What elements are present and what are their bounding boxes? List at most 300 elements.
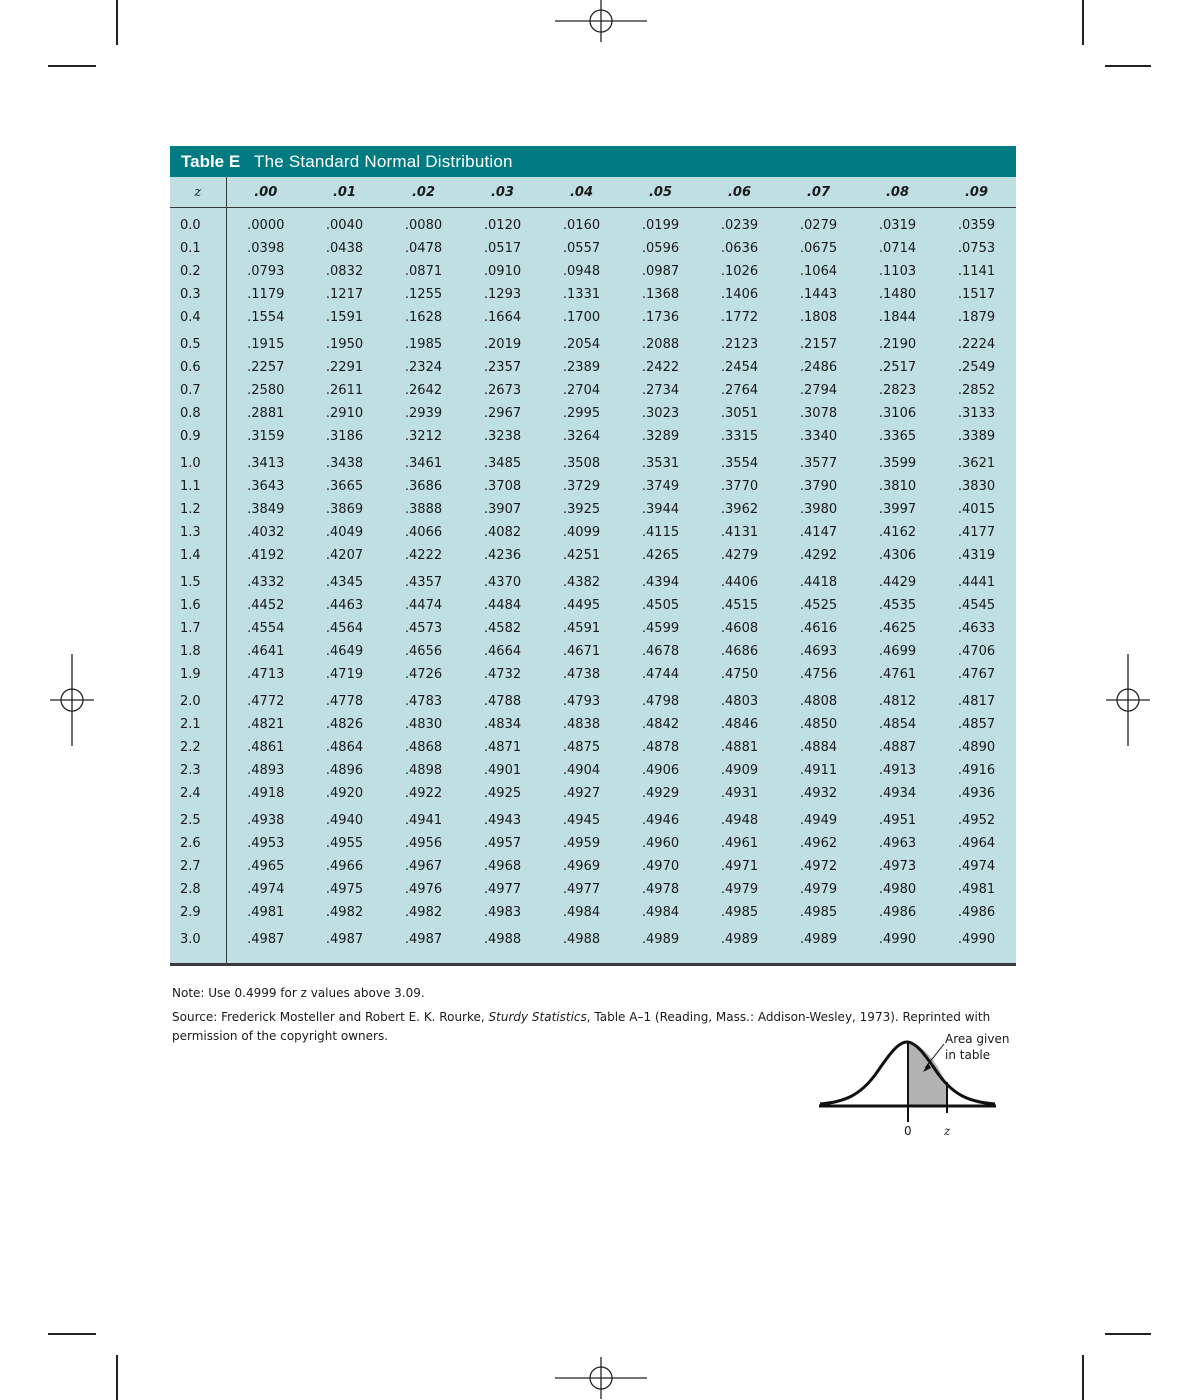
probability-cell: .4744 — [641, 667, 680, 682]
probability-cell: .1141 — [957, 264, 996, 279]
z-header: z — [170, 177, 226, 208]
crop-mark — [116, 1355, 118, 1400]
probability-cell: .4082 — [483, 525, 522, 540]
probability-cell: .4357 — [404, 575, 443, 590]
probability-cell: .4099 — [562, 525, 601, 540]
probability-cell: .4582 — [483, 621, 522, 636]
header-row — [170, 177, 1016, 208]
probability-cell: .2764 — [720, 383, 759, 398]
probability-cell: .4678 — [641, 644, 680, 659]
z-value-cell: 0.8 — [170, 402, 226, 425]
probability-cell: .4525 — [799, 598, 838, 613]
probability-cell: .4925 — [483, 786, 522, 801]
probability-cell: .1255 — [404, 287, 443, 302]
probability-cell: .4625 — [878, 621, 917, 636]
probability-cell: .4955 — [325, 836, 364, 851]
probability-cell: .4940 — [325, 813, 364, 828]
probability-cell: .4306 — [878, 548, 917, 563]
probability-cell: .4573 — [404, 621, 443, 636]
column-header: .08 — [858, 177, 937, 208]
z-value-cell: 1.5 — [170, 567, 226, 594]
probability-cell: .4854 — [878, 717, 917, 732]
z-value-cell: 2.7 — [170, 855, 226, 878]
probability-cell: .3340 — [799, 429, 838, 444]
probability-cell: .4984 — [641, 905, 680, 920]
probability-cell: .3643 — [247, 479, 285, 494]
probability-cell: .4948 — [720, 813, 759, 828]
registration-mark-icon — [555, 0, 647, 42]
probability-cell: .0120 — [483, 218, 522, 233]
z-value-cell: 2.3 — [170, 759, 226, 782]
probability-cell: .4987 — [325, 932, 364, 947]
table-row — [170, 617, 1016, 640]
probability-cell: .4192 — [247, 548, 285, 563]
probability-cell: .4945 — [562, 813, 601, 828]
probability-cell: .3599 — [878, 456, 917, 471]
probability-cell: .3485 — [483, 456, 522, 471]
probability-cell: .3665 — [325, 479, 364, 494]
probability-cell: .4706 — [957, 644, 996, 659]
probability-cell: .0279 — [799, 218, 838, 233]
probability-cell: .4967 — [404, 859, 443, 874]
probability-cell: .2257 — [247, 360, 285, 375]
probability-cell: .4964 — [957, 836, 996, 851]
area-label-line1: Area given — [945, 1032, 1010, 1046]
z-value-cell: 2.8 — [170, 878, 226, 901]
probability-cell: .0793 — [247, 264, 285, 279]
probability-cell: .0987 — [641, 264, 680, 279]
probability-cell: .4966 — [325, 859, 364, 874]
probability-cell: .4474 — [404, 598, 443, 613]
table-label: Table E — [181, 151, 241, 171]
probability-cell: .1736 — [641, 310, 680, 325]
probability-cell: .4564 — [325, 621, 364, 636]
probability-cell: .0636 — [720, 241, 759, 256]
probability-cell: .4177 — [957, 525, 996, 540]
probability-cell: .3907 — [483, 502, 522, 517]
probability-cell: .4987 — [247, 932, 285, 947]
probability-cell: .3790 — [799, 479, 838, 494]
probability-cell: .4953 — [247, 836, 285, 851]
probability-cell: .4913 — [878, 763, 917, 778]
crop-mark — [1082, 0, 1084, 45]
probability-cell: .4066 — [404, 525, 443, 540]
probability-cell: .1950 — [325, 337, 364, 352]
probability-cell: .4591 — [562, 621, 601, 636]
probability-cell: .4265 — [641, 548, 680, 563]
probability-cell: .4989 — [720, 932, 759, 947]
column-header: .05 — [621, 177, 700, 208]
probability-cell: .4927 — [562, 786, 601, 801]
probability-cell: .4981 — [247, 905, 285, 920]
probability-cell: .2224 — [957, 337, 996, 352]
probability-cell: .4664 — [483, 644, 522, 659]
z-value-cell: 2.1 — [170, 713, 226, 736]
probability-cell: .3944 — [641, 502, 680, 517]
probability-cell: .4370 — [483, 575, 522, 590]
probability-cell: .1915 — [247, 337, 285, 352]
z-table — [170, 177, 1016, 963]
shaded-area — [908, 1043, 947, 1106]
probability-cell: .2389 — [562, 360, 601, 375]
probability-cell: .0910 — [483, 264, 522, 279]
probability-cell: .3159 — [247, 429, 285, 444]
table-row — [170, 498, 1016, 521]
probability-cell: .4808 — [799, 694, 838, 709]
probability-cell: .4834 — [483, 717, 522, 732]
z-value-cell: 0.0 — [170, 208, 226, 238]
probability-cell: .3315 — [720, 429, 759, 444]
table-row — [170, 640, 1016, 663]
probability-cell: .0675 — [799, 241, 838, 256]
probability-cell: .4756 — [799, 667, 838, 682]
probability-cell: .4463 — [325, 598, 364, 613]
table-row — [170, 594, 1016, 617]
probability-cell: .0359 — [957, 218, 996, 233]
table-row — [170, 208, 1016, 238]
probability-cell: .4985 — [799, 905, 838, 920]
probability-cell: .1064 — [799, 264, 838, 279]
probability-cell: .3869 — [325, 502, 364, 517]
z-value-cell: 3.0 — [170, 924, 226, 963]
probability-cell: .2580 — [247, 383, 285, 398]
probability-cell: .4803 — [720, 694, 759, 709]
probability-cell: .1591 — [325, 310, 364, 325]
column-header: .02 — [384, 177, 463, 208]
probability-cell: .4750 — [720, 667, 759, 682]
column-header: .03 — [463, 177, 542, 208]
probability-cell: .4222 — [404, 548, 443, 563]
probability-cell: .4649 — [325, 644, 364, 659]
z-value-cell: 0.7 — [170, 379, 226, 402]
probability-cell: .4878 — [641, 740, 680, 755]
probability-cell: .3925 — [562, 502, 601, 517]
probability-cell: .4788 — [483, 694, 522, 709]
probability-cell: .4901 — [483, 763, 522, 778]
probability-cell: .4535 — [878, 598, 917, 613]
probability-cell: .4986 — [878, 905, 917, 920]
table-row — [170, 832, 1016, 855]
probability-cell: .4850 — [799, 717, 838, 732]
probability-cell: .4969 — [562, 859, 601, 874]
z-value-cell: 1.9 — [170, 663, 226, 686]
table-row — [170, 686, 1016, 713]
probability-cell: .1293 — [483, 287, 522, 302]
probability-cell: .2088 — [641, 337, 680, 352]
probability-cell: .3810 — [878, 479, 917, 494]
column-header: .06 — [700, 177, 779, 208]
probability-cell: .4881 — [720, 740, 759, 755]
z-value-cell: 1.4 — [170, 544, 226, 567]
probability-cell: .4345 — [325, 575, 364, 590]
registration-mark-icon — [50, 654, 94, 746]
table-row — [170, 567, 1016, 594]
table-row — [170, 475, 1016, 498]
probability-cell: .4871 — [483, 740, 522, 755]
column-header: .01 — [305, 177, 384, 208]
source-book-title: Sturdy Statistics — [488, 1010, 587, 1024]
probability-cell: .2486 — [799, 360, 838, 375]
probability-cell: .4656 — [404, 644, 443, 659]
probability-cell: .3289 — [641, 429, 680, 444]
probability-cell: .4147 — [799, 525, 838, 540]
probability-cell: .4941 — [404, 813, 443, 828]
probability-cell: .4884 — [799, 740, 838, 755]
probability-cell: .4956 — [404, 836, 443, 851]
probability-cell: .0080 — [404, 218, 443, 233]
probability-cell: .0398 — [247, 241, 285, 256]
probability-cell: .1985 — [404, 337, 443, 352]
probability-cell: .3621 — [957, 456, 996, 471]
probability-cell: .4418 — [799, 575, 838, 590]
crop-mark — [1105, 1333, 1151, 1335]
probability-cell: .4319 — [957, 548, 996, 563]
table-row — [170, 663, 1016, 686]
table-row — [170, 260, 1016, 283]
probability-cell: .4406 — [720, 575, 759, 590]
probability-cell: .4949 — [799, 813, 838, 828]
probability-cell: .4826 — [325, 717, 364, 732]
table-title: The Standard Normal Distribution — [254, 151, 513, 171]
probability-cell: .4961 — [720, 836, 759, 851]
probability-cell: .3830 — [957, 479, 996, 494]
probability-cell: .4890 — [957, 740, 996, 755]
probability-cell: .4452 — [247, 598, 285, 613]
probability-cell: .1103 — [878, 264, 917, 279]
table-row — [170, 448, 1016, 475]
probability-cell: .2517 — [878, 360, 917, 375]
crop-mark — [116, 0, 118, 45]
probability-cell: .4505 — [641, 598, 680, 613]
probability-cell: .1517 — [957, 287, 996, 302]
probability-cell: .3238 — [483, 429, 522, 444]
probability-cell: .0557 — [562, 241, 601, 256]
probability-cell: .2357 — [483, 360, 522, 375]
probability-cell: .4783 — [404, 694, 443, 709]
crop-mark — [48, 1333, 96, 1335]
probability-cell: .4985 — [720, 905, 759, 920]
probability-cell: .2549 — [957, 360, 996, 375]
probability-cell: .4957 — [483, 836, 522, 851]
source-prefix: Source: Frederick Mosteller and Robert E. K. Rourke, — [172, 1010, 489, 1024]
area-label-line2: in table — [945, 1048, 991, 1062]
z-value-cell: 2.4 — [170, 782, 226, 805]
probability-cell: .2190 — [878, 337, 917, 352]
probability-cell: .4495 — [562, 598, 601, 613]
probability-cell: .1664 — [483, 310, 522, 325]
probability-cell: .4778 — [325, 694, 364, 709]
probability-cell: .4981 — [957, 882, 996, 897]
probability-cell: .4904 — [562, 763, 601, 778]
probability-cell: .0948 — [562, 264, 601, 279]
probability-cell: .2995 — [562, 406, 601, 421]
probability-cell: .4974 — [247, 882, 285, 897]
probability-cell: .1026 — [720, 264, 759, 279]
probability-cell: .4898 — [404, 763, 443, 778]
probability-cell: .4713 — [247, 667, 285, 682]
probability-cell: .4911 — [799, 763, 838, 778]
probability-cell: .4973 — [878, 859, 917, 874]
table-bottom-rule — [170, 963, 1016, 966]
probability-cell: .4861 — [247, 740, 285, 755]
z-value-cell: 2.6 — [170, 832, 226, 855]
probability-cell: .4332 — [247, 575, 285, 590]
probability-cell: .1628 — [404, 310, 443, 325]
z-value-cell: 0.9 — [170, 425, 226, 448]
probability-cell: .4821 — [247, 717, 285, 732]
probability-cell: .4984 — [562, 905, 601, 920]
probability-cell: .4963 — [878, 836, 917, 851]
probability-cell: .2291 — [325, 360, 364, 375]
table-row — [170, 402, 1016, 425]
probability-cell: .3962 — [720, 502, 759, 517]
probability-cell: .4976 — [404, 882, 443, 897]
probability-cell: .4943 — [483, 813, 522, 828]
probability-cell: .2910 — [325, 406, 364, 421]
table-row — [170, 782, 1016, 805]
probability-cell: .4719 — [325, 667, 364, 682]
probability-cell: .4616 — [799, 621, 838, 636]
probability-cell: .4115 — [641, 525, 680, 540]
probability-cell: .1844 — [878, 310, 917, 325]
probability-cell: .4946 — [641, 813, 680, 828]
probability-cell: .2704 — [562, 383, 601, 398]
probability-cell: .2823 — [878, 383, 917, 398]
probability-cell: .3686 — [404, 479, 443, 494]
probability-cell: .4207 — [325, 548, 364, 563]
probability-cell: .4162 — [878, 525, 917, 540]
probability-cell: .4893 — [247, 763, 285, 778]
probability-cell: .1368 — [641, 287, 680, 302]
probability-cell: .4887 — [878, 740, 917, 755]
probability-cell: .4633 — [957, 621, 996, 636]
probability-cell: .4988 — [562, 932, 601, 947]
z-value-cell: 1.2 — [170, 498, 226, 521]
probability-cell: .4292 — [799, 548, 838, 563]
table-row — [170, 521, 1016, 544]
z-value-cell: 1.8 — [170, 640, 226, 663]
crop-mark — [1105, 65, 1151, 67]
probability-cell: .4441 — [957, 575, 996, 590]
table-row — [170, 901, 1016, 924]
probability-cell: .2611 — [325, 383, 364, 398]
probability-cell: .4015 — [957, 502, 996, 517]
probability-cell: .2454 — [720, 360, 759, 375]
z-value-cell: 2.9 — [170, 901, 226, 924]
normal-distribution-table — [170, 146, 1016, 966]
probability-cell: .1443 — [799, 287, 838, 302]
z-value-cell: 1.6 — [170, 594, 226, 617]
probability-cell: .4920 — [325, 786, 364, 801]
z-value-cell: 0.2 — [170, 260, 226, 283]
probability-cell: .3023 — [641, 406, 680, 421]
probability-cell: .3413 — [247, 456, 285, 471]
table-row — [170, 855, 1016, 878]
probability-cell: .3577 — [799, 456, 838, 471]
z-value-cell: 1.3 — [170, 521, 226, 544]
probability-cell: .2734 — [641, 383, 680, 398]
probability-cell: .4772 — [247, 694, 285, 709]
probability-cell: .2422 — [641, 360, 680, 375]
probability-cell: .3508 — [562, 456, 601, 471]
probability-cell: .4987 — [404, 932, 443, 947]
probability-cell: .4429 — [878, 575, 917, 590]
zero-label: 0 — [904, 1124, 912, 1138]
probability-cell: .4251 — [562, 548, 601, 563]
probability-cell: .4738 — [562, 667, 601, 682]
probability-cell: .1406 — [720, 287, 759, 302]
probability-cell: .4979 — [720, 882, 759, 897]
probability-cell: .4990 — [957, 932, 996, 947]
z-value-cell: 0.4 — [170, 306, 226, 329]
table-title-bar — [170, 146, 1016, 177]
probability-cell: .4931 — [720, 786, 759, 801]
probability-cell: .4484 — [483, 598, 522, 613]
probability-cell: .4906 — [641, 763, 680, 778]
probability-cell: .3365 — [878, 429, 917, 444]
probability-cell: .0832 — [325, 264, 364, 279]
probability-cell: .4767 — [957, 667, 996, 682]
column-header: .07 — [779, 177, 858, 208]
probability-cell: .4671 — [562, 644, 601, 659]
probability-cell: .4978 — [641, 882, 680, 897]
probability-cell: .4857 — [957, 717, 996, 732]
probability-cell: .4693 — [799, 644, 838, 659]
probability-cell: .1772 — [720, 310, 759, 325]
probability-cell: .4515 — [720, 598, 759, 613]
probability-cell: .3078 — [799, 406, 838, 421]
probability-cell: .1480 — [878, 287, 917, 302]
probability-cell: .3997 — [878, 502, 917, 517]
probability-cell: .4979 — [799, 882, 838, 897]
probability-cell: .3980 — [799, 502, 838, 517]
probability-cell: .3729 — [562, 479, 601, 494]
probability-cell: .4972 — [799, 859, 838, 874]
probability-cell: .4032 — [247, 525, 285, 540]
probability-cell: .3461 — [404, 456, 443, 471]
table-row — [170, 759, 1016, 782]
probability-cell: .4965 — [247, 859, 285, 874]
table-row — [170, 736, 1016, 759]
probability-cell: .4918 — [247, 786, 285, 801]
column-header: .00 — [226, 177, 305, 208]
table-row — [170, 878, 1016, 901]
probability-cell: .4394 — [641, 575, 680, 590]
probability-cell: .4382 — [562, 575, 601, 590]
table-row — [170, 805, 1016, 832]
probability-cell: .3770 — [720, 479, 759, 494]
probability-cell: .4983 — [483, 905, 522, 920]
probability-cell: .4990 — [878, 932, 917, 947]
probability-cell: .3133 — [957, 406, 996, 421]
table-row — [170, 544, 1016, 567]
probability-cell: .0199 — [641, 218, 680, 233]
probability-cell: .4599 — [641, 621, 680, 636]
probability-cell: .4970 — [641, 859, 680, 874]
probability-cell: .4934 — [878, 786, 917, 801]
z-value-cell: 1.0 — [170, 448, 226, 475]
probability-cell: .4977 — [483, 882, 522, 897]
probability-cell: .4699 — [878, 644, 917, 659]
probability-cell: .2939 — [404, 406, 443, 421]
probability-cell: .3554 — [720, 456, 759, 471]
probability-cell: .0239 — [720, 218, 759, 233]
probability-cell: .3849 — [247, 502, 285, 517]
probability-cell: .4279 — [720, 548, 759, 563]
source-suffix: , Table A–1 (Reading, Mass.: Addison-Wesley, 1973). Reprinted with permission of the copyright owners. — [172, 1010, 991, 1043]
probability-cell: .4936 — [957, 786, 996, 801]
z-value-cell: 2.2 — [170, 736, 226, 759]
